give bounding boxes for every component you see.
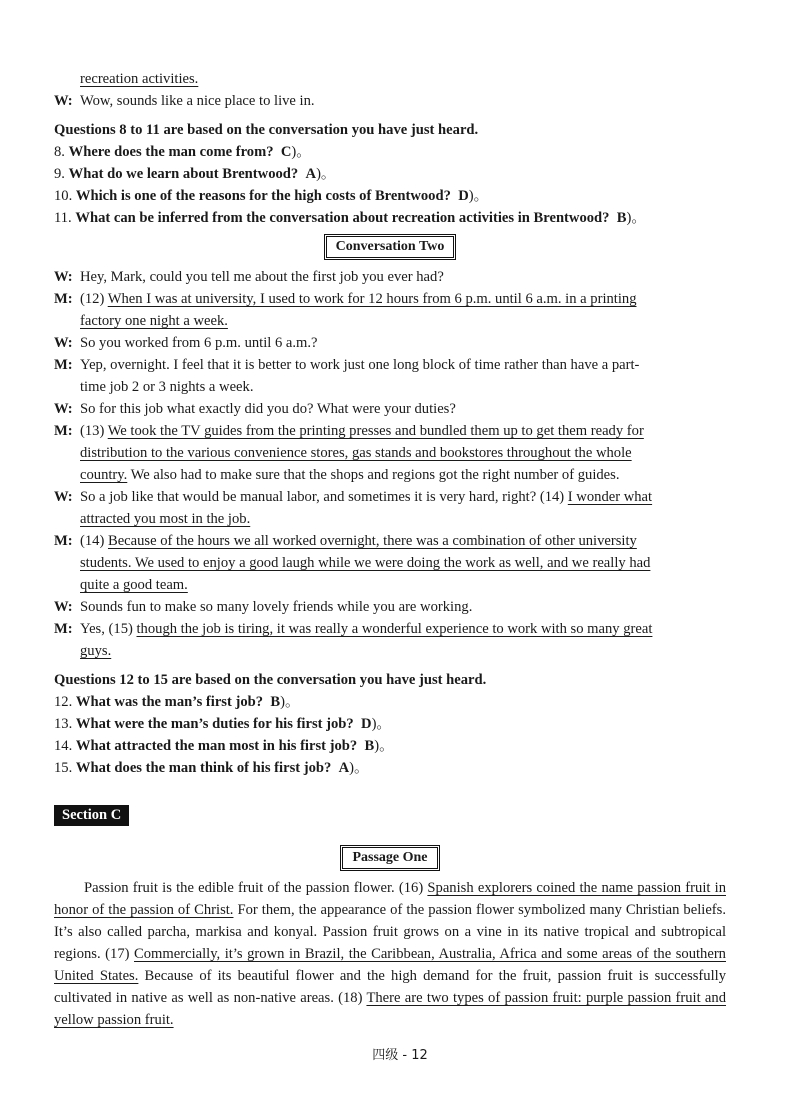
dialogue-text: So for this job what exactly did you do? What were your duties?: [80, 401, 456, 417]
speaker-label: M:: [54, 357, 73, 373]
dialogue-text: (12) When I was at university, I used to work for 12 hours from 6 p.m. until 6 a.m. in a printing factory one night a week.: [80, 291, 637, 329]
dialogue-text: Hey, Mark, could you tell me about the first job you ever had?: [80, 269, 444, 285]
question-item: 12. What was the man’s first job? B)。: [54, 694, 300, 710]
page-number: 四级 - 12: [372, 1048, 428, 1063]
conversation-line: [54, 266, 726, 288]
dialogue-text: So a job like that would be manual labor, and sometimes it is very hard, right? (14) I wonder what attracted you most in the job.: [80, 489, 653, 527]
dialogue-text: Wow, sounds like a nice place to live in.: [80, 93, 315, 109]
conversation-title-box: [54, 234, 726, 260]
conversation-line: [54, 596, 726, 618]
underlined-answer: Spanish explorers coined the name passion fruit in honor of the passion of Christ.: [54, 880, 726, 918]
section-c-label: Section C: [54, 805, 129, 826]
dialogue-text: (13) We took the TV guides from the printing presses and bundled them up to get them ready for distribution to the various convenience stores, gas stands and bookstores throughout the whole country. We also had to make sure that the shops and regions got the right number of guides.: [80, 423, 644, 483]
conversation-line: [54, 420, 726, 486]
passage-paragraph: Passion fruit is the edible fruit of the passion flower. (16) Spanish explorers coined the name passion fruit in honor of the passion of Christ. For them, the appearance of the passion flower symbolized many Christian beliefs. It’s also called parcha, markisa and konyal. Passion fruit grows on a vine in its native tropical and subtropical regions. (17) Commercially, it’s grown in Brazil, the Caribbean, Australia, Africa and some areas of the southern United States. Because of its beautiful flower and the high demand for the fruit, passion fruit is successfully cultivated in native as well as non-native areas. (18) There are two types of passion fruit: purple passion fruit and yellow passion fruit.: [54, 880, 727, 1028]
speaker-label: M:: [54, 423, 73, 439]
speaker-label: W:: [54, 93, 73, 109]
dialogue-text: Yep, overnight. I feel that it is better to work just one long block of time rather than have a part- time job 2 or 3 nights a week.: [80, 357, 640, 395]
underlined-answer: There are two types of passion fruit: purple passion fruit and yellow passion fruit.: [54, 990, 727, 1028]
question-item: 11. What can be inferred from the conversation about recreation activities in Brentwood? B)。: [54, 210, 646, 226]
speaker-label: M:: [54, 291, 73, 307]
conversation-line: [54, 68, 726, 90]
dialogue-text: Sounds fun to make so many lovely friends while you are working.: [80, 599, 473, 615]
questions-header: Questions 8 to 11 are based on the conversation you have just heard.: [54, 122, 479, 138]
dialogue-text: (14) Because of the hours we all worked overnight, there was a combination of other university students. We used to enjoy a good laugh while we were doing the work as well, and we really had quite a good team.: [80, 533, 651, 593]
conversation-line: [54, 398, 726, 420]
underlined-answer: recreation activities.: [80, 71, 199, 87]
question-item: 14. What attracted the man most in his first job? B)。: [54, 738, 394, 754]
conversation-line: [54, 288, 726, 332]
question-item: 13. What were the man’s duties for his first job? D)。: [54, 716, 392, 732]
conversation-line: [54, 486, 726, 530]
section-header: [54, 805, 726, 826]
conversation-line: [54, 354, 726, 398]
speaker-label: W:: [54, 269, 73, 285]
conversation-line: [54, 530, 726, 596]
passage-title: Passage One: [340, 845, 439, 871]
document-page: [54, 68, 726, 1031]
question-list: [54, 141, 726, 229]
speaker-label: W:: [54, 401, 73, 417]
question-item: 9. What do we learn about Brentwood? A)。: [54, 166, 336, 182]
question-item: 15. What does the man think of his first job? A)。: [54, 760, 369, 776]
conversation-line: [54, 90, 726, 112]
conversation-line: [54, 332, 726, 354]
conversation-line: [54, 618, 726, 662]
dialogue-text: Yes, (15) though the job is tiring, it was really a wonderful experience to work with so many great guys.: [80, 621, 653, 659]
speaker-label: M:: [54, 533, 73, 549]
dialogue-text: So you worked from 6 p.m. until 6 a.m.?: [80, 335, 318, 351]
speaker-label: W:: [54, 599, 73, 615]
speaker-label: M:: [54, 621, 73, 637]
conversation-title: Conversation Two: [324, 234, 457, 260]
question-item: 10. Which is one of the reasons for the high costs of Brentwood? D)。: [54, 188, 489, 204]
passage-title-box: [54, 845, 726, 871]
underlined-answer: Commercially, it’s grown in Brazil, the Caribbean, Australia, Africa and some areas of the southern United States.: [54, 946, 726, 984]
question-list: [54, 691, 726, 779]
questions-header: Questions 12 to 15 are based on the conversation you have just heard.: [54, 672, 487, 688]
speaker-label: W:: [54, 489, 73, 505]
speaker-label: W:: [54, 335, 73, 351]
question-item: 8. Where does the man come from? C)。: [54, 144, 311, 160]
